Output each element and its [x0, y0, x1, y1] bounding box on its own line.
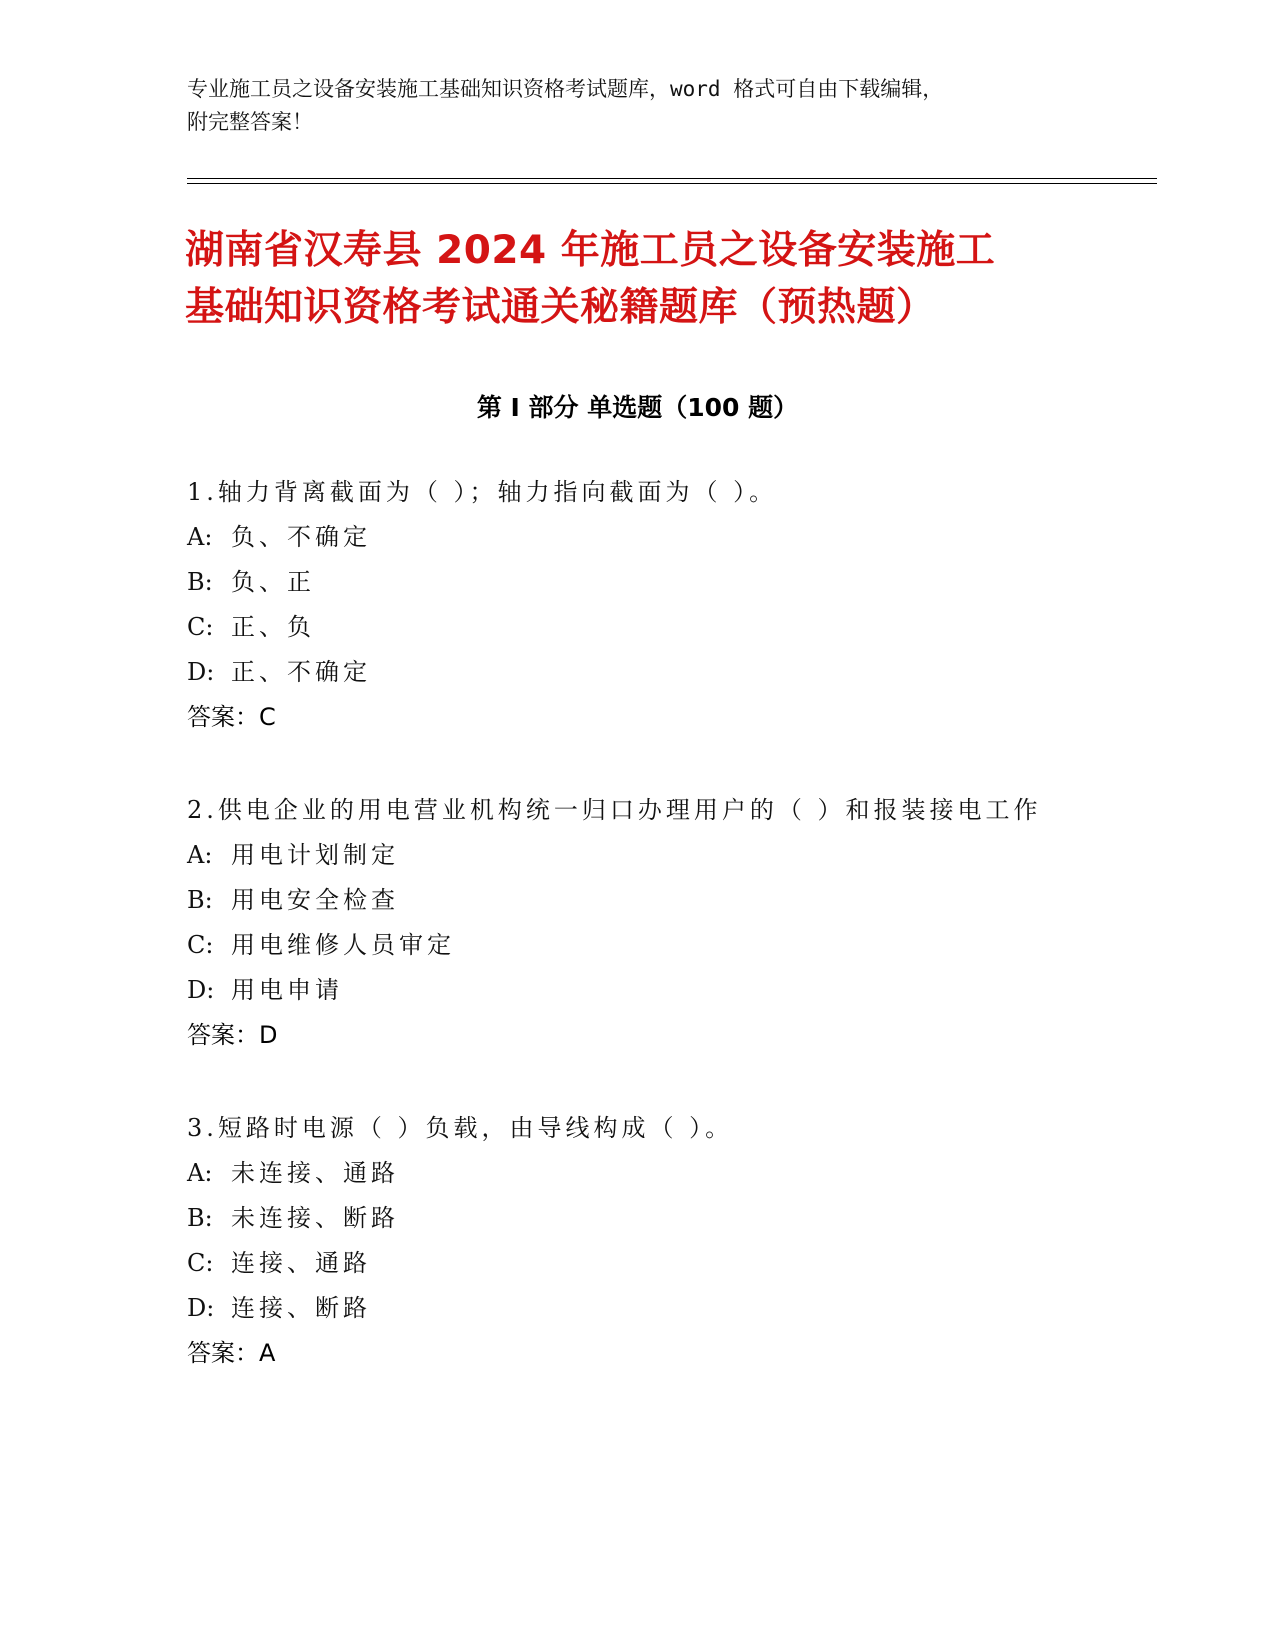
option-d	[187, 1286, 1147, 1331]
option-text: 正、不确定	[231, 658, 371, 686]
option-d	[187, 968, 1147, 1013]
option-c	[187, 605, 1147, 650]
option-text: 用电安全检查	[231, 886, 399, 914]
option-a	[187, 833, 1147, 878]
option-text: 用电申请	[231, 976, 343, 1004]
answer-line: 答案：D	[187, 1021, 278, 1049]
option-text: 未连接、断路	[231, 1204, 399, 1232]
section-heading: 第 I 部分 单选题（100 题）	[476, 393, 799, 422]
option-b	[187, 878, 1147, 923]
question-item	[187, 1106, 1147, 1376]
option-text: 连接、通路	[231, 1249, 371, 1277]
option-text: 负、不确定	[231, 523, 371, 551]
option-letter: A:	[187, 523, 213, 551]
option-b	[187, 1196, 1147, 1241]
option-a	[187, 515, 1147, 560]
header-note-line-1: 专业施工员之设备安装施工基础知识资格考试题库，word 格式可自由下载编辑，	[187, 77, 944, 101]
header-divider-top	[187, 178, 1157, 179]
option-d	[187, 650, 1147, 695]
option-b	[187, 560, 1147, 605]
option-letter: D:	[187, 1294, 215, 1322]
answer-line: 答案：A	[187, 1339, 276, 1367]
option-text: 用电计划制定	[231, 841, 399, 869]
document-header-note	[187, 73, 1087, 139]
question-stem: 1.轴力背离截面为（ ）；轴力指向截面为（ ）。	[187, 478, 778, 506]
option-letter: C:	[187, 613, 214, 641]
option-c	[187, 1241, 1147, 1286]
document-title-line-2: 基础知识资格考试通关秘籍题库（预热题）	[185, 285, 936, 330]
option-c	[187, 923, 1147, 968]
option-letter: B:	[187, 1204, 213, 1232]
option-text: 未连接、通路	[231, 1159, 399, 1187]
answer-line: 答案：C	[187, 703, 276, 731]
option-letter: B:	[187, 568, 213, 596]
document-title-line-1: 湖南省汉寿县 2024 年施工员之设备安装施工	[185, 228, 996, 273]
question-stem: 2.供电企业的用电营业机构统一归口办理用户的（ ）和报装接电工作	[187, 796, 1042, 824]
header-note-line-2: 附完整答案！	[187, 110, 313, 134]
option-letter: C:	[187, 1249, 214, 1277]
option-a	[187, 1151, 1147, 1196]
option-letter: A:	[187, 841, 213, 869]
question-item	[187, 470, 1147, 740]
option-letter: D:	[187, 658, 215, 686]
option-text: 正、负	[231, 613, 315, 641]
header-divider-bottom	[187, 183, 1157, 184]
option-text: 连接、断路	[231, 1294, 371, 1322]
option-letter: A:	[187, 1159, 213, 1187]
option-letter: C:	[187, 931, 214, 959]
option-letter: B:	[187, 886, 213, 914]
question-stem: 3.短路时电源（ ）负载，由导线构成（ ）。	[187, 1114, 734, 1142]
question-item	[187, 788, 1147, 1058]
document-title	[185, 222, 1115, 336]
option-text: 负、正	[231, 568, 315, 596]
option-letter: D:	[187, 976, 215, 1004]
option-text: 用电维修人员审定	[231, 931, 455, 959]
